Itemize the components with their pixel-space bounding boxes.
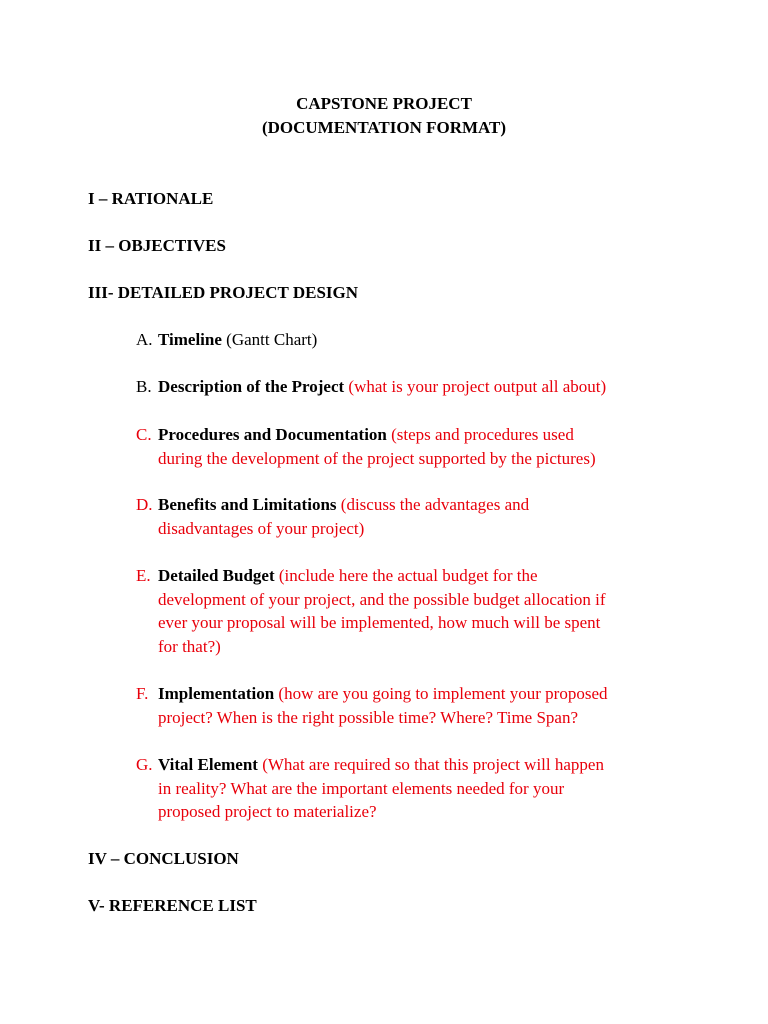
item-note: (steps and procedures used: [386, 425, 574, 444]
item-letter: F.: [136, 684, 149, 703]
design-item-timeline: [136, 328, 696, 352]
item-name: Implementation: [158, 684, 275, 703]
section-objectives: II – OBJECTIVES: [88, 236, 226, 255]
item-note: (what is your project output all about): [344, 377, 607, 396]
document-subtitle: (DOCUMENTATION FORMAT): [261, 118, 507, 137]
section-conclusion: IV – CONCLUSION: [88, 849, 239, 868]
item-note: (discuss the advantages and: [336, 495, 530, 514]
item-note-continued: during the development of the project supported by the pictures): [158, 448, 596, 468]
item-note-continued: project? When is the right possible time? Where? Time Span?: [158, 707, 579, 727]
item-note: (What are required so that this project will happen: [257, 755, 604, 774]
item-note-continued: development of your project, and the possible budget allocation if: [158, 589, 606, 609]
design-item-vital-element: [136, 753, 696, 824]
item-name: Timeline: [158, 330, 222, 349]
item-note-continued: in reality? What are the important elements needed for your: [158, 778, 565, 798]
item-note-continued: for that?): [158, 636, 221, 656]
section-reference-list: V- REFERENCE LIST: [88, 896, 257, 915]
design-item-benefits: [136, 493, 696, 540]
item-note: (Gantt Chart): [221, 330, 318, 349]
item-letter: G.: [136, 755, 153, 774]
design-item-budget: [136, 564, 696, 658]
item-name: Description of the Project: [158, 377, 345, 396]
item-note: (how are you going to implement your proposed: [274, 684, 608, 703]
item-name: Detailed Budget: [158, 566, 275, 585]
document-title: CAPSTONE PROJECT: [296, 94, 472, 113]
item-note: (include here the actual budget for the: [274, 566, 538, 585]
item-name: Benefits and Limitations: [158, 495, 337, 514]
item-letter: A.: [136, 330, 153, 349]
item-letter: C.: [136, 425, 152, 444]
section-rationale: I – RATIONALE: [88, 189, 214, 208]
item-note-continued: disadvantages of your project): [158, 518, 365, 538]
item-letter: B.: [136, 377, 152, 396]
item-letter: D.: [136, 495, 153, 514]
design-item-procedures: [136, 423, 696, 470]
design-item-description: [136, 375, 696, 399]
design-item-implementation: [136, 682, 696, 729]
section-detailed-design: III- DETAILED PROJECT DESIGN: [88, 283, 359, 302]
item-note-continued: proposed project to materialize?: [158, 802, 377, 821]
item-name: Procedures and Documentation: [158, 425, 387, 444]
item-note-continued: ever your proposal will be implemented, how much will be spent: [158, 613, 601, 632]
item-name: Vital Element: [158, 755, 258, 774]
item-letter: E.: [136, 566, 151, 585]
